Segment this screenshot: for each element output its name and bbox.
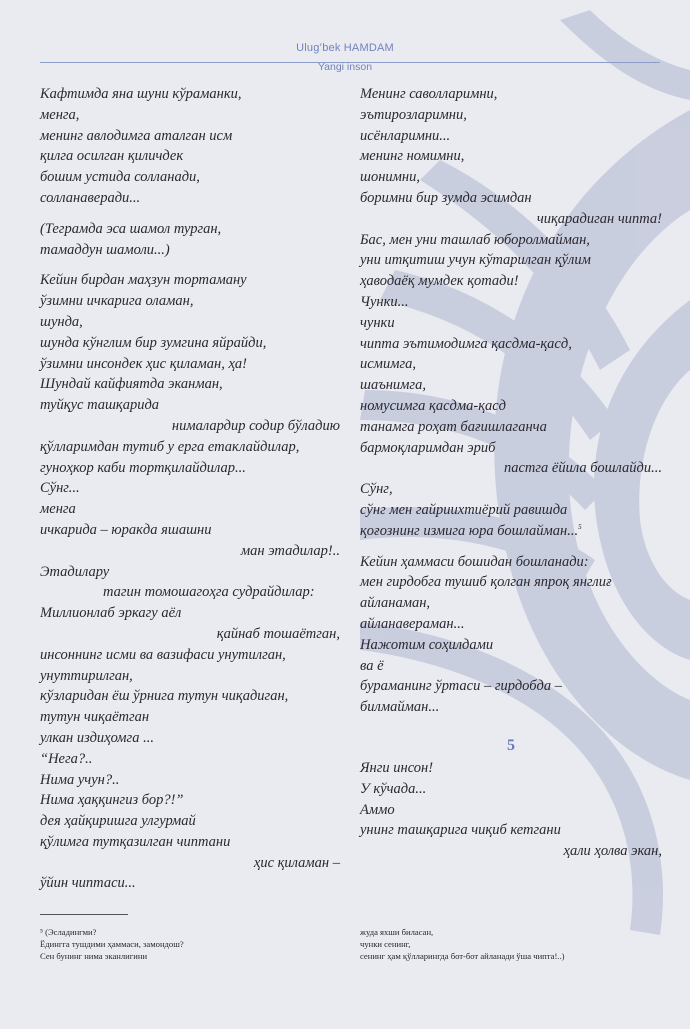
poem-line: бармоқларимдан эриб xyxy=(360,439,496,456)
poem-line: ҳали ҳолва экан, xyxy=(563,843,662,860)
footnote-line: Ёдингга тушдими ҳаммаси, замондош? xyxy=(40,939,184,950)
poem-line: менга xyxy=(40,501,76,518)
running-header-author: Ulug’bek HAMDAM xyxy=(296,42,394,54)
poem-line: ўзимни ичкарига оламан, xyxy=(40,293,194,310)
poem-line: мен гирдобга тушиб қолган япроқ янглиғ xyxy=(360,574,612,591)
poem-line: Кейин ҳаммаси бошидан бошланади: xyxy=(360,553,589,570)
poem-line: ва ё xyxy=(360,657,384,674)
poem-line: Сўнг, xyxy=(360,481,393,498)
poem-line: Нима учун?.. xyxy=(40,771,120,788)
poem-line: исмимга, xyxy=(360,356,416,373)
footnote-line: чунки сенинг, xyxy=(360,939,411,950)
poem-line: чунки xyxy=(360,314,395,331)
footnote-line: ⁵ (Эсладингми? xyxy=(40,927,97,937)
poem-line: Бас, мен уни ташлаб юборолмайман, xyxy=(360,231,590,248)
poem-line: менинг номимни, xyxy=(360,148,465,165)
poem-line: Кейин бирдан маҳзун тортаману xyxy=(40,272,247,289)
poem-line: нималардир содир бўладию xyxy=(171,417,340,434)
poem-line: қилга осилган қиличдек xyxy=(40,148,184,165)
poem-line: “Нега?.. xyxy=(40,750,93,767)
poem-line: тутун чиқаётган xyxy=(40,709,150,726)
stanza-gap xyxy=(360,718,662,728)
poem-line: Миллионлаб эркагу аёл xyxy=(40,605,182,622)
poem-line: шаънимга, xyxy=(360,377,426,394)
poem-line: ман этадилар!.. xyxy=(240,542,340,559)
poem-line-text: қоғознинг измига юра бошлайман... xyxy=(360,522,579,539)
poem-line: ўйин чиптаси... xyxy=(40,875,136,892)
poem-line: (Теграмда эса шамол турган, xyxy=(40,220,222,237)
footnote-marker: 5 xyxy=(578,522,582,531)
poem-line: бураманинг ўртаси – гирдобда – xyxy=(360,678,562,695)
poem-line: солланаверади... xyxy=(40,189,141,206)
poem-line: Чунки... xyxy=(360,293,409,310)
poem-line: туйқус ташқарида xyxy=(40,397,160,414)
poem-line: чипта эътимодимга қасдма-қасд, xyxy=(360,335,572,352)
poem-line: Нима ҳаққингиз бор?!” xyxy=(40,792,184,809)
poem-line: Нажотим соҳилдами xyxy=(360,636,494,653)
poem-line: инсоннинг исми ва вазифаси унутилган, xyxy=(40,646,286,663)
footnote-line: Сен бунинг нима эканлигини xyxy=(40,951,148,962)
poem-line: Кафтимда яна шуни кўраманки, xyxy=(40,86,242,102)
poem-line: эътирозларимни, xyxy=(360,106,467,123)
stanza-gap xyxy=(40,260,340,270)
poem-line: унуттирилган, xyxy=(40,667,133,684)
poem-line: боримни бир зумда эсимдан xyxy=(360,189,532,206)
footnote-rule xyxy=(40,914,128,915)
footnote-line: жуда яхши биласан, xyxy=(360,927,434,937)
poem-line-with-footnote xyxy=(360,521,662,542)
poem-line: Этадилару xyxy=(40,563,110,580)
poem-line: уни итқитиш учун кўтарилган қўлим xyxy=(360,252,591,269)
poem-line: унинг ташқарига чиқиб кетгани xyxy=(360,822,561,839)
poem-line: Аммо xyxy=(360,801,395,818)
section-number: 5 xyxy=(507,736,515,754)
poem-line: ҳаводаёқ мумдек қотади! xyxy=(360,273,519,290)
poem-line: Шундай кайфиятда эканман, xyxy=(40,376,223,393)
poem-line: қўлларимдан тутиб у ерга етаклайдилар, xyxy=(40,438,300,455)
poem-column-right xyxy=(360,84,662,862)
poem-column-left xyxy=(40,84,340,894)
poem-line: ҳис қиламан – xyxy=(253,854,340,871)
poem-line: бошим устида солланади, xyxy=(40,169,200,186)
poem-line: менга, xyxy=(40,106,80,123)
poem-line: танамга роҳат бағишлаганча xyxy=(360,418,547,435)
poem-line: дея ҳайқиришга улгурмай xyxy=(40,813,196,830)
poem-line: тамаддун шамоли...) xyxy=(40,241,170,258)
footnote-left xyxy=(40,926,330,963)
poem-line: қўлимга тутқазилган чиптани xyxy=(40,833,231,850)
poem-line: чиқарадиган чипта! xyxy=(536,210,662,227)
poem-line: айланавераман... xyxy=(360,615,465,632)
poem-line: номусимга қасдма-қасд xyxy=(360,397,506,414)
poem-line: ўзимни инсондек ҳис қиламан, ҳа! xyxy=(40,355,247,372)
poem-line: шунда, xyxy=(40,313,83,330)
poem-line: улкан издиҳомга ... xyxy=(40,729,154,746)
poem-line: сўнг мен гайриихтиёрий равишда xyxy=(360,501,568,518)
poem-line: ичкарида – юракда яшашни xyxy=(40,521,212,538)
footnote-right xyxy=(360,926,670,963)
poem-line: менинг авлодимга аталган исм xyxy=(40,127,233,144)
poem-line: У кўчада... xyxy=(360,780,427,797)
stanza-gap xyxy=(40,209,340,219)
poem-line: билмайман... xyxy=(360,699,440,716)
poem-line: Сўнг... xyxy=(40,480,80,497)
poem-line: кўзларидан ёш ўрнига тутун чиқадиган, xyxy=(40,688,289,705)
poem-line: исёнларимни... xyxy=(360,127,451,144)
poem-line: Менинг саволларимни, xyxy=(360,86,498,102)
footnote-line: сенинг ҳам қўлларингда бот-бот айланади ўша чипта!..) xyxy=(360,951,565,962)
poem-line: шунда кўнглим бир зумгина яйрайди, xyxy=(40,334,267,351)
poem-line: айланаман, xyxy=(360,595,431,612)
poem-line: шонимни, xyxy=(360,169,420,186)
poem-line: пастга ёйила бошлайди... xyxy=(503,460,662,477)
running-header-title: Yangi inson xyxy=(317,61,373,73)
poem-line: тагин томошагоҳга судрайдилар: xyxy=(103,584,315,601)
poem-line: қайнаб тошаётган, xyxy=(216,625,340,642)
stanza-gap xyxy=(360,542,662,552)
poem-line: Янги инсон! xyxy=(360,759,434,776)
poem-line: гуноҳкор каби тортқилайдилар... xyxy=(40,459,246,476)
